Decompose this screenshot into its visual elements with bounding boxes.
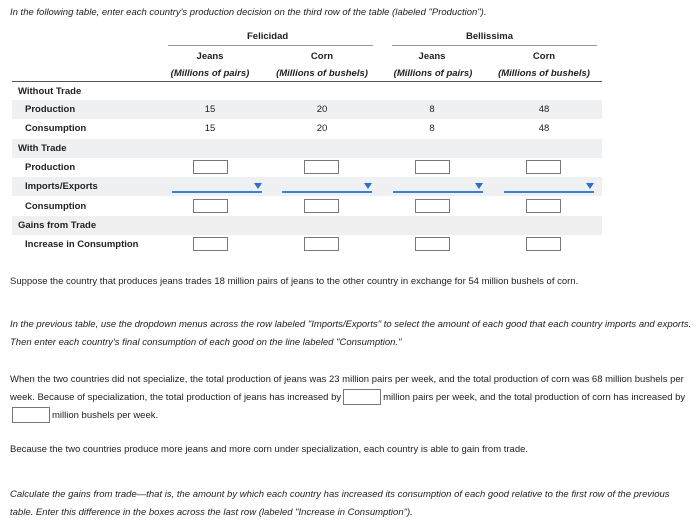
value-cell: 8 — [429, 123, 435, 134]
intro-instruction: In the following table, enter each country's production decision on the third row of the table (labeled "Production"). — [10, 7, 487, 18]
specialization-paragraph — [10, 371, 692, 425]
imports-exports-dropdown[interactable] — [504, 181, 594, 193]
chevron-down-icon — [475, 183, 483, 189]
consumption-input-bellissima-jeans[interactable] — [415, 199, 450, 213]
dropdown-instruction-text: In the previous table, use the dropdown menus across the row labeled "Imports/Exports" to select the amount of each good that each country imports and exports. Then enter each country's final consumption of each good on the line labeled "Consumption." — [10, 319, 692, 348]
increase-input-felicidad-jeans[interactable] — [193, 237, 228, 251]
unit-jeans-felicidad: (Millions of pairs) — [170, 68, 250, 79]
unit-corn-felicidad: (Millions of bushels) — [276, 68, 368, 79]
table-row — [12, 216, 602, 235]
imports-exports-dropdown[interactable] — [172, 181, 262, 193]
table-row — [12, 177, 602, 196]
consumption-input-felicidad-corn[interactable] — [304, 199, 339, 213]
production-input-bellissima-jeans[interactable] — [415, 160, 450, 174]
gains-instruction-text: Calculate the gains from trade—that is, the amount by which each country has increased its consumption of each good relative to the first row of the previous table. Enter this difference in the boxes across the last row (labeled "Increase in Consumption"). — [10, 489, 670, 518]
consumption-input-bellissima-corn[interactable] — [526, 199, 561, 213]
value-cell: 20 — [316, 123, 328, 134]
trade-scenario-text: Suppose the country that produces jeans trades 18 million pairs of jeans to the other country in exchange for 54 million bushels of corn. — [10, 276, 579, 287]
specialization-text-b: million pairs per week, and the total production of corn has increased by — [383, 392, 686, 403]
table-row — [12, 235, 602, 254]
consumption-input-felicidad-jeans[interactable] — [193, 199, 228, 213]
table-row — [12, 139, 602, 158]
section-without-trade: Without Trade — [18, 86, 82, 97]
specialization-text-a: When the two countries did not specialize, the total production of jeans was 23 million pairs per week, and the total production of corn was 68 million bushels per week. Because of specialization, the total production of jeans has increased by — [10, 374, 684, 403]
value-cell: 20 — [316, 104, 328, 115]
specialization-text-c: million bushels per week. — [52, 410, 159, 421]
corn-increase-input[interactable] — [12, 407, 50, 423]
table-row — [12, 100, 602, 119]
row-label-imports-exports: Imports/Exports — [25, 181, 98, 192]
gain-explanation-text: Because the two countries produce more jeans and more corn under specialization, each country is able to gain from trade. — [10, 444, 529, 455]
chevron-down-icon — [586, 183, 594, 189]
value-cell: 48 — [538, 123, 550, 134]
unit-jeans-bellissima: (Millions of pairs) — [393, 68, 473, 79]
row-label-production: Production — [25, 162, 76, 173]
table-row — [12, 158, 602, 177]
col-corn-bellissima: Corn — [532, 51, 556, 62]
table-row — [12, 119, 602, 138]
col-corn-felicidad: Corn — [310, 51, 334, 62]
value-cell: 48 — [538, 104, 550, 115]
col-jeans-felicidad: Jeans — [196, 51, 224, 62]
value-cell: 15 — [204, 123, 216, 134]
country-bellissima: Bellissima — [466, 31, 513, 42]
unit-corn-bellissima: (Millions of bushels) — [498, 68, 590, 79]
country-divider — [392, 45, 597, 46]
increase-input-bellissima-jeans[interactable] — [415, 237, 450, 251]
country-divider — [168, 45, 373, 46]
production-input-bellissima-corn[interactable] — [526, 160, 561, 174]
value-cell: 15 — [204, 104, 216, 115]
value-cell: 8 — [429, 104, 435, 115]
col-jeans-bellissima: Jeans — [418, 51, 446, 62]
chevron-down-icon — [254, 183, 262, 189]
imports-exports-dropdown[interactable] — [393, 181, 483, 193]
row-label-consumption: Consumption — [25, 123, 87, 134]
section-with-trade: With Trade — [18, 143, 67, 154]
jeans-increase-input[interactable] — [343, 389, 381, 405]
row-label-consumption: Consumption — [25, 201, 87, 212]
production-input-felicidad-corn[interactable] — [304, 160, 339, 174]
table-row — [12, 82, 602, 101]
chevron-down-icon — [364, 183, 372, 189]
country-felicidad: Felicidad — [247, 31, 289, 42]
section-gains-from-trade: Gains from Trade — [18, 220, 97, 231]
increase-input-bellissima-corn[interactable] — [526, 237, 561, 251]
row-label-production: Production — [25, 104, 76, 115]
row-label-increase: Increase in Consumption — [25, 239, 139, 250]
increase-input-felicidad-corn[interactable] — [304, 237, 339, 251]
imports-exports-dropdown[interactable] — [282, 181, 372, 193]
production-input-felicidad-jeans[interactable] — [193, 160, 228, 174]
table-row — [12, 197, 602, 216]
